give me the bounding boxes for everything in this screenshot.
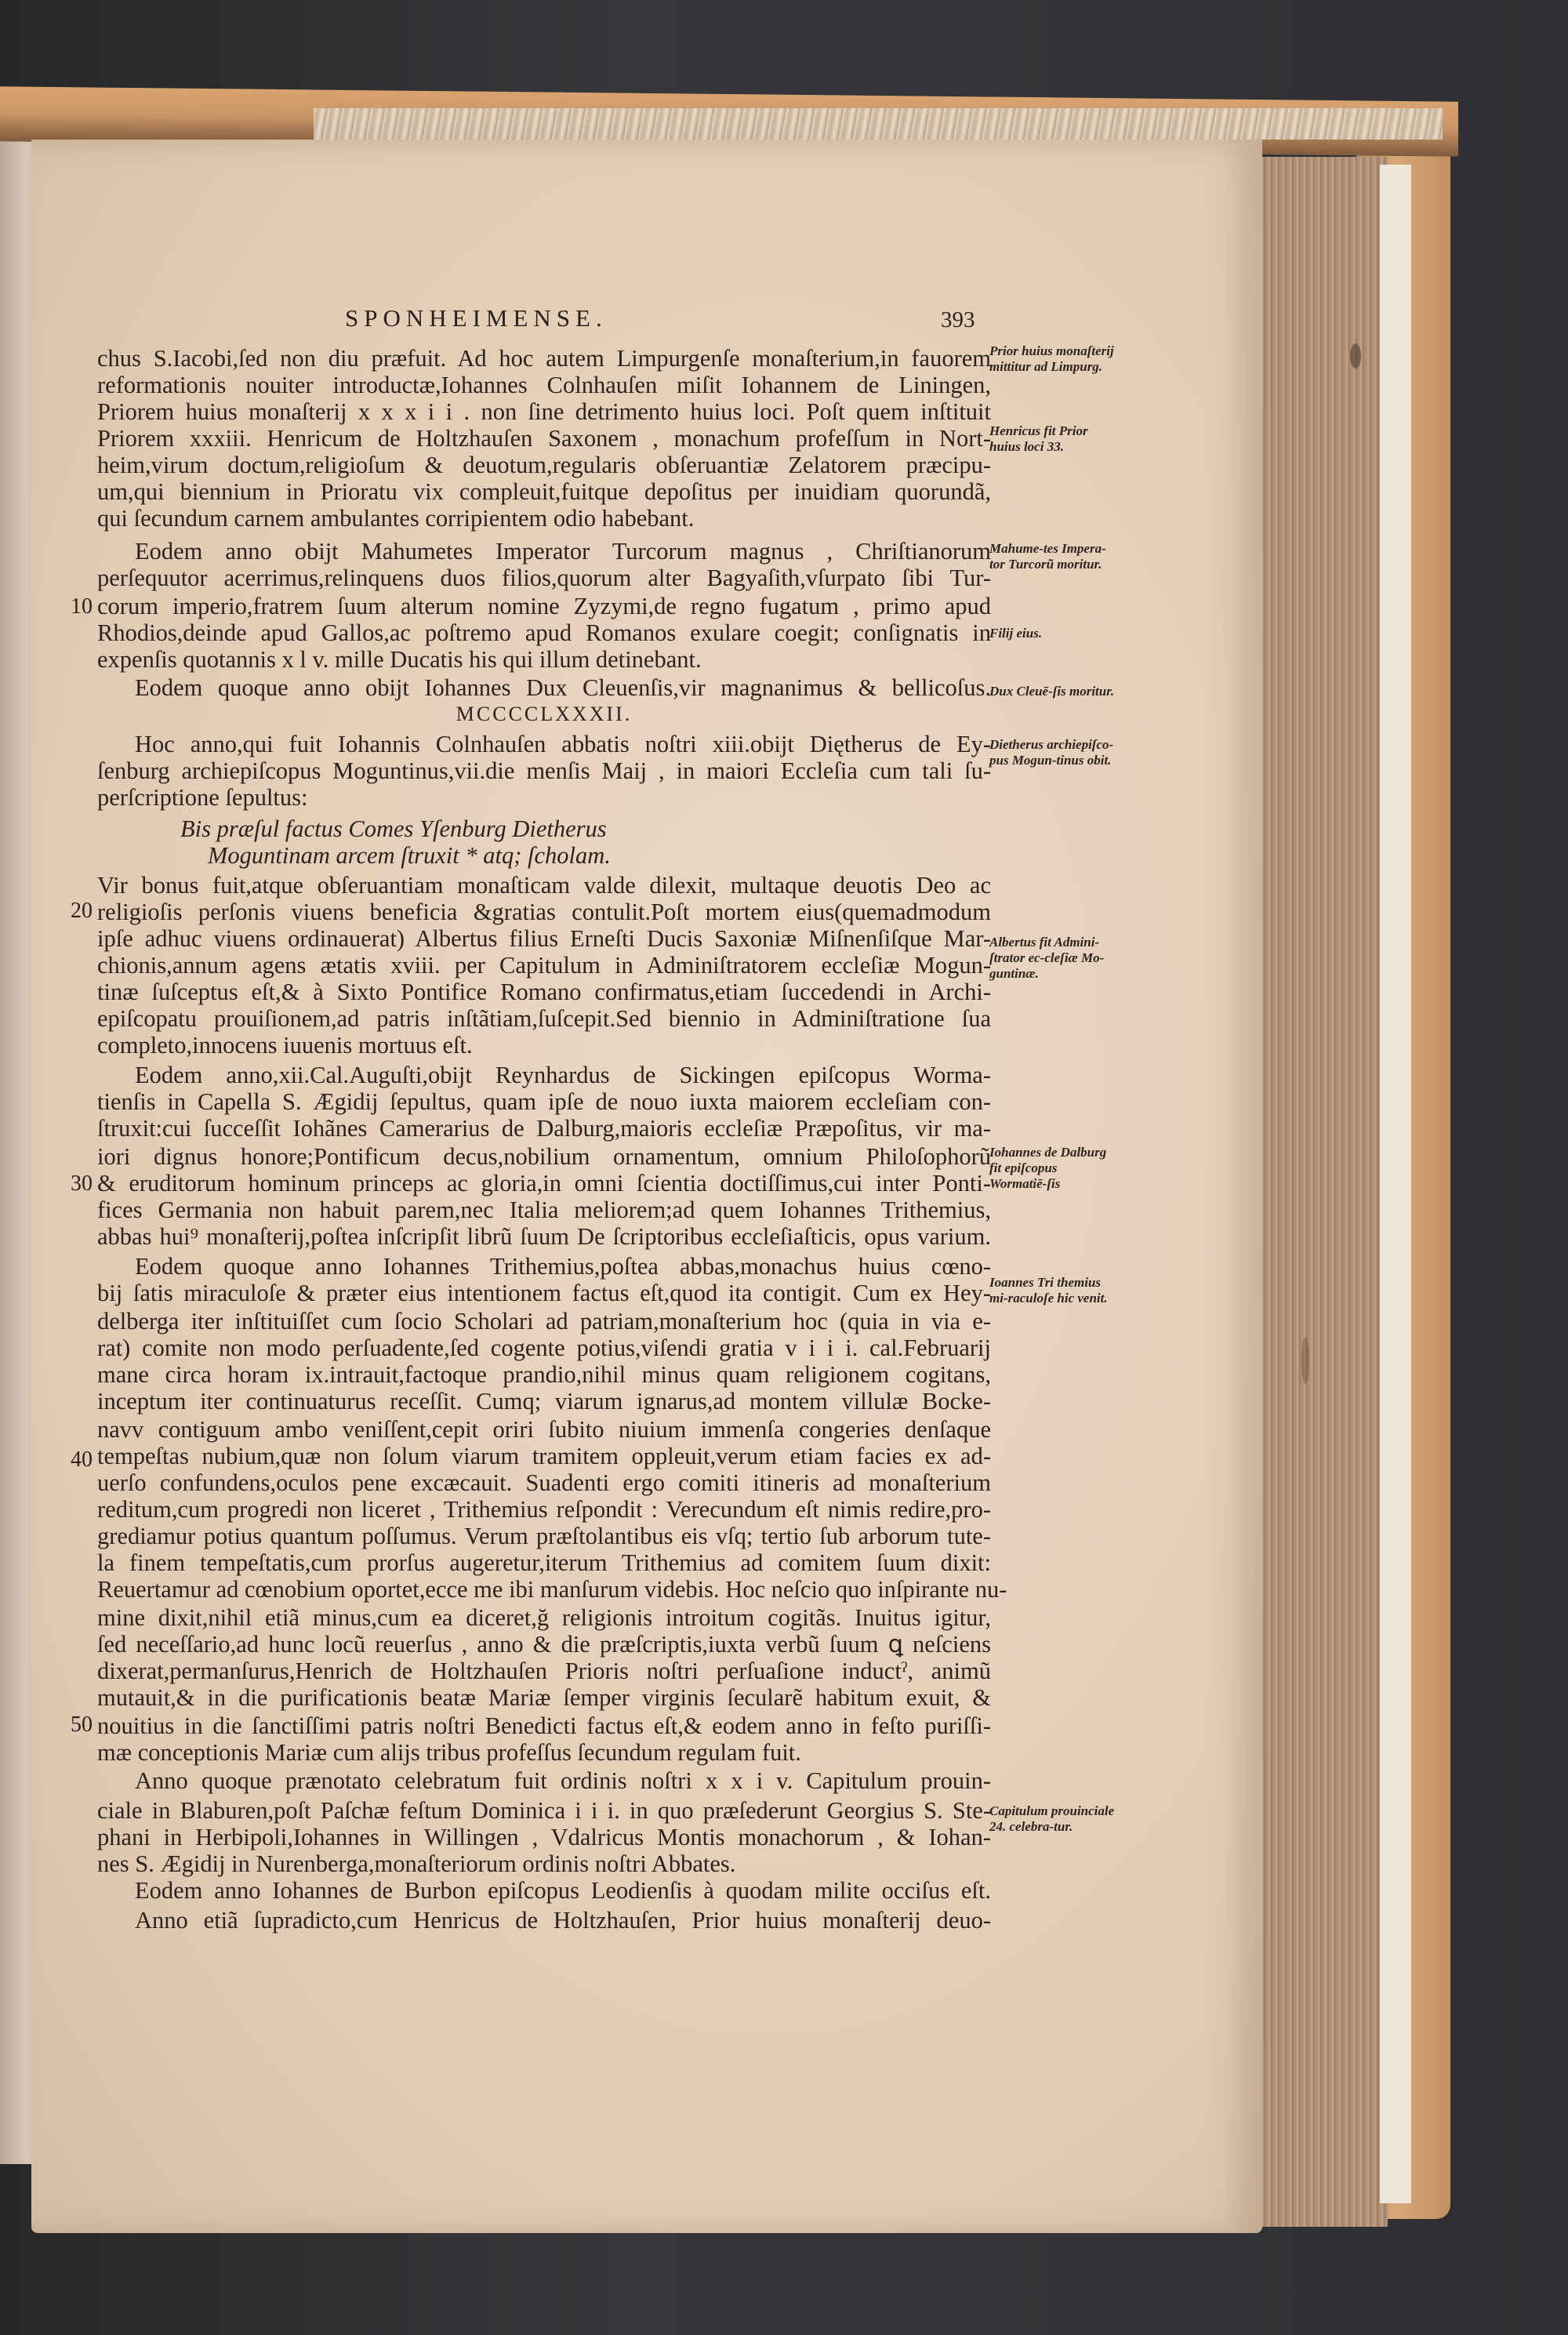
line-number: 30 [71, 1171, 93, 1196]
text-line: chionis,annum agens ætatis xviii. per Capitulum in Adminiſtratorem eccleſiæ Mogun- [97, 952, 991, 979]
line-number: 10 [71, 594, 93, 619]
line-number: 40 [71, 1447, 93, 1472]
margin-note: Mahume-tes Impera-tor Turcorũ moritur. [989, 541, 1106, 572]
text-line: Priorem xxxiii. Henricum de Holtzhauſen Saxonem , monachum profeſſum in Nort- [97, 425, 991, 452]
text-line: um,qui biennium in Prioratu vix compleuit,fuitque depoſitus per inuidiam quorundã, [97, 478, 991, 505]
text-line: Priorem huius monaſterij x x x i i . non ſine detrimento huius loci. Poſt quem inſtituit [97, 398, 991, 425]
text-line: completo,innocens iuuenis mortuus eſt. [97, 1032, 473, 1059]
margin-note: Dux Cleuē-ſis moritur. [989, 684, 1115, 699]
text-line: MCCCCLXXXII. [456, 703, 633, 725]
text-line: ſtruxit:cui ſucceſſit Iohãnes Camerarius de Dalburg,maioris eccleſiæ Præpoſitus, vir ma- [97, 1115, 991, 1142]
text-line: fices Germania non habuit parem,nec Italia meliorem;ad quem Iohannes Trithemius, [97, 1197, 991, 1223]
text-line: ſed neceſſario,ad hunc locũ reuerſus , anno & die præſcriptis,iuxta verbũ ſuum ꝗ neſciens [97, 1631, 991, 1658]
line-number: 50 [71, 1712, 93, 1737]
text-line: la finem tempeſtatis,cum prorſus augeretur,iterum Trithemius ad comitem ſuum dixit: [97, 1549, 991, 1576]
text-line: ipſe adhuc viuens ordinauerat) Albertus filius Erneſti Ducis Saxoniæ Miſnenſiſque Mar- [97, 925, 991, 952]
text-line: mane circa horam ix.intrauit,factoque prandio,nihil minus quam religionem cogitans, [97, 1361, 991, 1388]
text-line: abbas hui⁹ monaſterij,poſtea inſcripſit librũ ſuum De ſcriptoribus eccleſiaſticis, opus varium. [97, 1223, 991, 1250]
text-line: epiſcopatu prouiſionem,ad patris inſtãtiam,ſuſcepit.Sed biennio in Adminiſtratione ſua [97, 1005, 991, 1032]
line-number: 20 [71, 899, 93, 923]
text-line: mine dixit,nihil etiã minus,cum ea diceret,ğ religionis introitum cogitãs. Inuitus igitur, [97, 1604, 991, 1631]
text-line: & eruditorum hominum princeps ac gloria,in omni ſcientia doctiſſimus,cui inter Ponti- [97, 1170, 991, 1197]
text-line: grediamur potius quantum poſſumus. Verum præſtolantibus eis vſq; tertio ſub arborum tute- [97, 1523, 991, 1549]
margin-note: Henricus fit Prior huius loci 33. [989, 423, 1088, 454]
text-line: Bis præſul factus Comes Yſenburg Dietherus [180, 815, 607, 842]
text-line: perſcriptione ſepultus: [97, 784, 308, 811]
text-line: rat) comite non modo perſuadente,ſed cogente potius,viſendi gratia v i i i. cal.Februarij [97, 1335, 991, 1361]
ink-stain [1301, 1337, 1309, 1384]
text-line: reformationis nouiter introductæ,Iohannes Colnhauſen miſit Iohannem de Liningen, [97, 372, 991, 398]
text-line: chus S.Iacobi,ſed non diu præfuit. Ad hoc autem Limpurgenſe monaſterium,in fauorem [97, 345, 991, 372]
text-line: iori dignus honore;Pontificum decus,nobilium ornamentum, omnium Philoſophorũ [97, 1143, 991, 1170]
text-line: Anno quoque prænotato celebratum fuit ordinis noſtri x x i v. Capitulum prouin- [135, 1767, 991, 1794]
text-line: religioſis perſonis viuens beneficia &gratias contulit.Poſt mortem eius(quemadmodum [97, 899, 991, 925]
text-line: uerſo confundens,oculos pene excæcauit. Suadenti ergo comiti itineris ad monaſterium [97, 1469, 991, 1496]
text-line: corum imperio,fratrem ſuum alterum nomine Zyzymi,de regno fugatum , primo apud [97, 593, 991, 619]
text-line: nes S. Ægidij in Nurenberga,monaſteriorum ordinis noſtri Abbates. [97, 1850, 736, 1877]
margin-note: Filij eius. [989, 626, 1043, 641]
text-line: dixerat,permanſurus,Henrich de Holtzhauſen Prioris noſtri perſuaſione inductˀ, animũ [97, 1658, 991, 1684]
text-line: mæ conceptionis Mariæ cum alijs tribus profeſſus ſecundum regulam fuit. [97, 1739, 801, 1766]
text-line: qui ſecundum carnem ambulantes corripientem odio habebant. [97, 505, 695, 532]
text-line: nouitius in die ſanctiſſimi patris noſtri Benedicti factus eſt,& eodem anno in feſto puriſſi- [97, 1712, 991, 1739]
text-line: Anno etiã ſupradicto,cum Henricus de Holtzhauſen, Prior huius monaſterij deuo- [135, 1907, 991, 1934]
text-line: inceptum iter continuaturus receſſit. Cumq; viarum ignarus,ad montem villulæ Bocke- [97, 1388, 991, 1414]
text-line: mutauit,& in die purificationis beatæ Mariæ ſemper virginis ſecularẽ habitum exuit, & [97, 1684, 991, 1711]
text-line: phani in Herbipoli,Iohannes in Willingen , Vdalricus Montis monachorum , & Iohan- [97, 1824, 991, 1850]
text-line: tienſis in Capella S. Ægidij ſepultus, quam ipſe de nouo iuxta maiorem eccleſiam con- [97, 1088, 991, 1115]
text-line: tinæ ſuſceptus eſt,& à Sixto Pontifice Romano confirmatus,etiam ſuccedendi in Archi- [97, 979, 991, 1005]
text-line: expenſis quotannis x l v. mille Ducatis his qui illum detinebant. [97, 646, 702, 673]
running-head: SPONHEIMENSE. [345, 304, 608, 332]
text-line: Eodem anno Iohannes de Burbon epiſcopus Leodienſis à quodam milite occiſus eſt. [135, 1877, 991, 1904]
text-line: Eodem quoque anno Iohannes Trithemius,poſtea abbas,monachus huius cœno- [135, 1253, 991, 1280]
text-line: perſequutor acerrimus,relinquens duos filios,quorum alter Bagyaſith,vſurpato ſibi Tur- [97, 565, 991, 591]
text-line: Rhodios,deinde apud Gallos,ac poſtremo apud Romanos exulare coegit; conſignatis in [97, 619, 991, 646]
margin-note: Prior huius monaſterij mittitur ad Limpurg. [989, 343, 1114, 374]
ink-stain [1350, 343, 1361, 369]
text-line: Eodem anno obijt Mahumetes Imperator Turcorum magnus , Chriſtianorum [135, 538, 991, 565]
text-line: bij ſatis miraculoſe & præter eius intentionem factus eſt,quod ita contigit. Cum ex Hey- [97, 1280, 991, 1306]
text-line: Moguntinam arcem ſtruxit * atq; ſcholam. [208, 842, 611, 869]
margin-note: Capitulum prouinciale 24. celebra-tur. [989, 1803, 1115, 1834]
page-edge-highlight [1380, 165, 1411, 2203]
marbled-endpaper [314, 108, 1443, 140]
margin-note: Ioannes Tri themius mi-raculoſe hic venit. [989, 1275, 1108, 1305]
text-line: Eodem quoque anno obijt Iohannes Dux Cleuenſis,vir magnanimus & bellicoſus. [135, 674, 991, 701]
text-line: delberga iter inſtituiſſet cum ſocio Scholari ad patriam,monaſterium hoc (quia in via e- [97, 1308, 991, 1335]
page-number: 393 [941, 307, 975, 332]
text-line: Reuertamur ad cœnobium oportet,ecce me ibi manſurum videbis. Hoc neſcio quo inſpirante nu- [97, 1576, 1007, 1603]
text-line: Hoc anno,qui fuit Iohannis Colnhauſen abbatis noſtri xiii.obijt Diętherus de Ey- [135, 731, 991, 757]
margin-note: Iohannes de Dalburg fit epiſcopus Wormatiē-ſis [989, 1145, 1107, 1191]
text-line: ſenburg archiepiſcopus Moguntinus,vii.die menſis Maij , in maiori Eccleſia cum tali ſu- [97, 757, 991, 784]
margin-note: Dietherus archiepiſco-pus Mogun-tinus obit. [989, 737, 1114, 768]
text-line: Eodem anno,xii.Cal.Auguſti,obijt Reynhardus de Sickingen epiſcopus Worma- [135, 1062, 991, 1088]
text-line: ciale in Blaburen,poſt Paſchæ feſtum Dominica i i i. in quo præſederunt Georgius S. Ste- [97, 1797, 991, 1824]
text-line: reditum,cum progredi non liceret , Trithemius reſpondit : Verecundum eſt nimis redire,pro- [97, 1496, 991, 1523]
text-line: Vir bonus fuit,atque obſeruantiam monaſticam valde dilexit, multaque deuotis Deo ac [97, 872, 991, 899]
text-line: tempeſtas nubium,quæ non ſolum viarum tramitem oppleuit,verum etiam facies ex ad- [97, 1443, 991, 1469]
margin-note: Albertus fit Admini-ſtrator ec-cleſiæ Mo-guntinæ. [989, 935, 1105, 981]
text-line: navv contiguum ambo veniſſent,cepit oriri ſubito niuium immenſa congeries denſaque [97, 1416, 991, 1443]
text-line: heim,virum doctum,religioſum & deuotum,regularis obſeruantiæ Zelatorem præcipu- [97, 452, 991, 478]
